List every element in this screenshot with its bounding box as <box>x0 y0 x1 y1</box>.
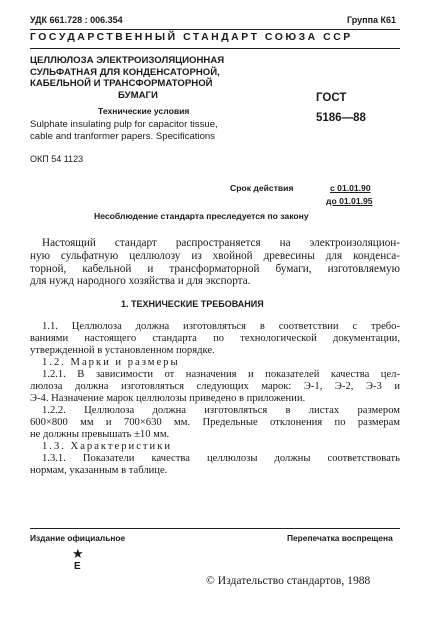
subtitle: Технические условия <box>98 106 190 116</box>
body-line: 600×800 мм и 700×630 мм. Предельные отклонения по размерам <box>30 417 400 429</box>
paragraph-1-2-2 <box>30 405 400 441</box>
title-line: ЦЕЛЛЮЛОЗА ЭЛЕКТРОИЗОЛЯЦИОННАЯ <box>30 55 225 66</box>
heading-1-2: 1.2. Марки и размеры <box>42 357 180 368</box>
body-line: ваниями настоящего стандарта по технологической документации, <box>30 333 400 345</box>
official-edition: Издание официальное <box>30 533 126 543</box>
intro-line: для нужд народного хозяйства и для экспорта. <box>30 275 251 288</box>
title-line: КАБЕЛЬНОЙ И ТРАНСФОРМАТОРНОЙ <box>30 78 213 89</box>
paragraph-1-3-1 <box>30 453 400 477</box>
heading-1-3: 1.3. Характеристики <box>42 441 173 452</box>
body-line: 1.3.1. Показатели качества целлюлозы должны соответствовать <box>42 453 400 464</box>
title-en <box>30 119 218 142</box>
title-line: БУМАГИ <box>118 89 158 101</box>
section-heading: 1. ТЕХНИЧЕСКИЕ ТРЕБОВАНИЯ <box>121 299 264 309</box>
body-line: Э-4. Назначение марок целлюлозы приведено в приложении. <box>30 393 306 405</box>
reprint-prohibited: Перепечатка воспрещена <box>287 533 393 543</box>
state-standard-banner: ГОСУДАРСТВЕННЫЙ СТАНДАРТ СОЮЗА ССР <box>30 32 353 43</box>
intro-line: Настоящий стандарт распространяется на электроизоляцион- <box>42 237 400 249</box>
body-line: люлоза должна изготовляться следующих марок: Э-1, Э-2, Э-3 и <box>30 381 400 393</box>
gost-number: 5186—88 <box>316 112 366 124</box>
title-en-line: cable and tranformer papers. Specifications <box>30 130 216 142</box>
violation-notice: Несоблюдение стандарта преследуется по закону <box>94 211 309 221</box>
intro-line: торной, кабельной и трансформаторной бумаги, изготовляемую <box>30 262 400 275</box>
group-code: Группа К61 <box>347 15 397 25</box>
title-line: СУЛЬФАТНАЯ ДЛЯ КОНДЕНСАТОРНОЙ, <box>30 66 220 78</box>
intro-paragraph <box>30 237 400 288</box>
okp-code: ОКП 54 1123 <box>30 154 84 164</box>
body-line: утвержденной в установленном порядке. <box>30 345 215 357</box>
body-line: 1.2.2. Целлюлоза должна изготовляться в листах размером <box>42 405 400 416</box>
udk-code: УДК 661.728 : 006.354 <box>30 15 123 25</box>
intro-line: ную сульфатную целлюлозу из хвойной древесины для конденса- <box>30 249 400 262</box>
body-line: 1.2.1. В зависимости от назначения и показателей качества цел- <box>42 369 400 380</box>
validity-label: Срок действия <box>230 183 294 193</box>
gost-label: ГОСТ <box>316 92 347 104</box>
footer-rule <box>30 528 400 529</box>
paragraph-1-1 <box>30 321 400 357</box>
top-rule-2 <box>30 48 400 49</box>
paragraph-1-2-1 <box>30 369 400 405</box>
title-ru <box>30 55 224 101</box>
body-line: 1.1. Целлюлоза должна изготовляться в соответствии с требо- <box>42 321 400 332</box>
edition-letter: Е <box>74 561 81 572</box>
validity-from: с 01.01.90 <box>330 183 371 193</box>
top-rule-1 <box>30 29 400 30</box>
validity-to: до 01.01.95 <box>326 196 373 206</box>
body-line: не должны превышать ±10 мм. <box>30 429 170 441</box>
copyright-notice: © Издательство стандартов, 1988 <box>206 574 371 587</box>
title-en-line: Sulphate insulating pulp for capacitor tissue, <box>30 119 218 130</box>
body-line: нормам, указанным в таблице. <box>30 465 168 477</box>
star-icon: ★ <box>72 546 84 561</box>
